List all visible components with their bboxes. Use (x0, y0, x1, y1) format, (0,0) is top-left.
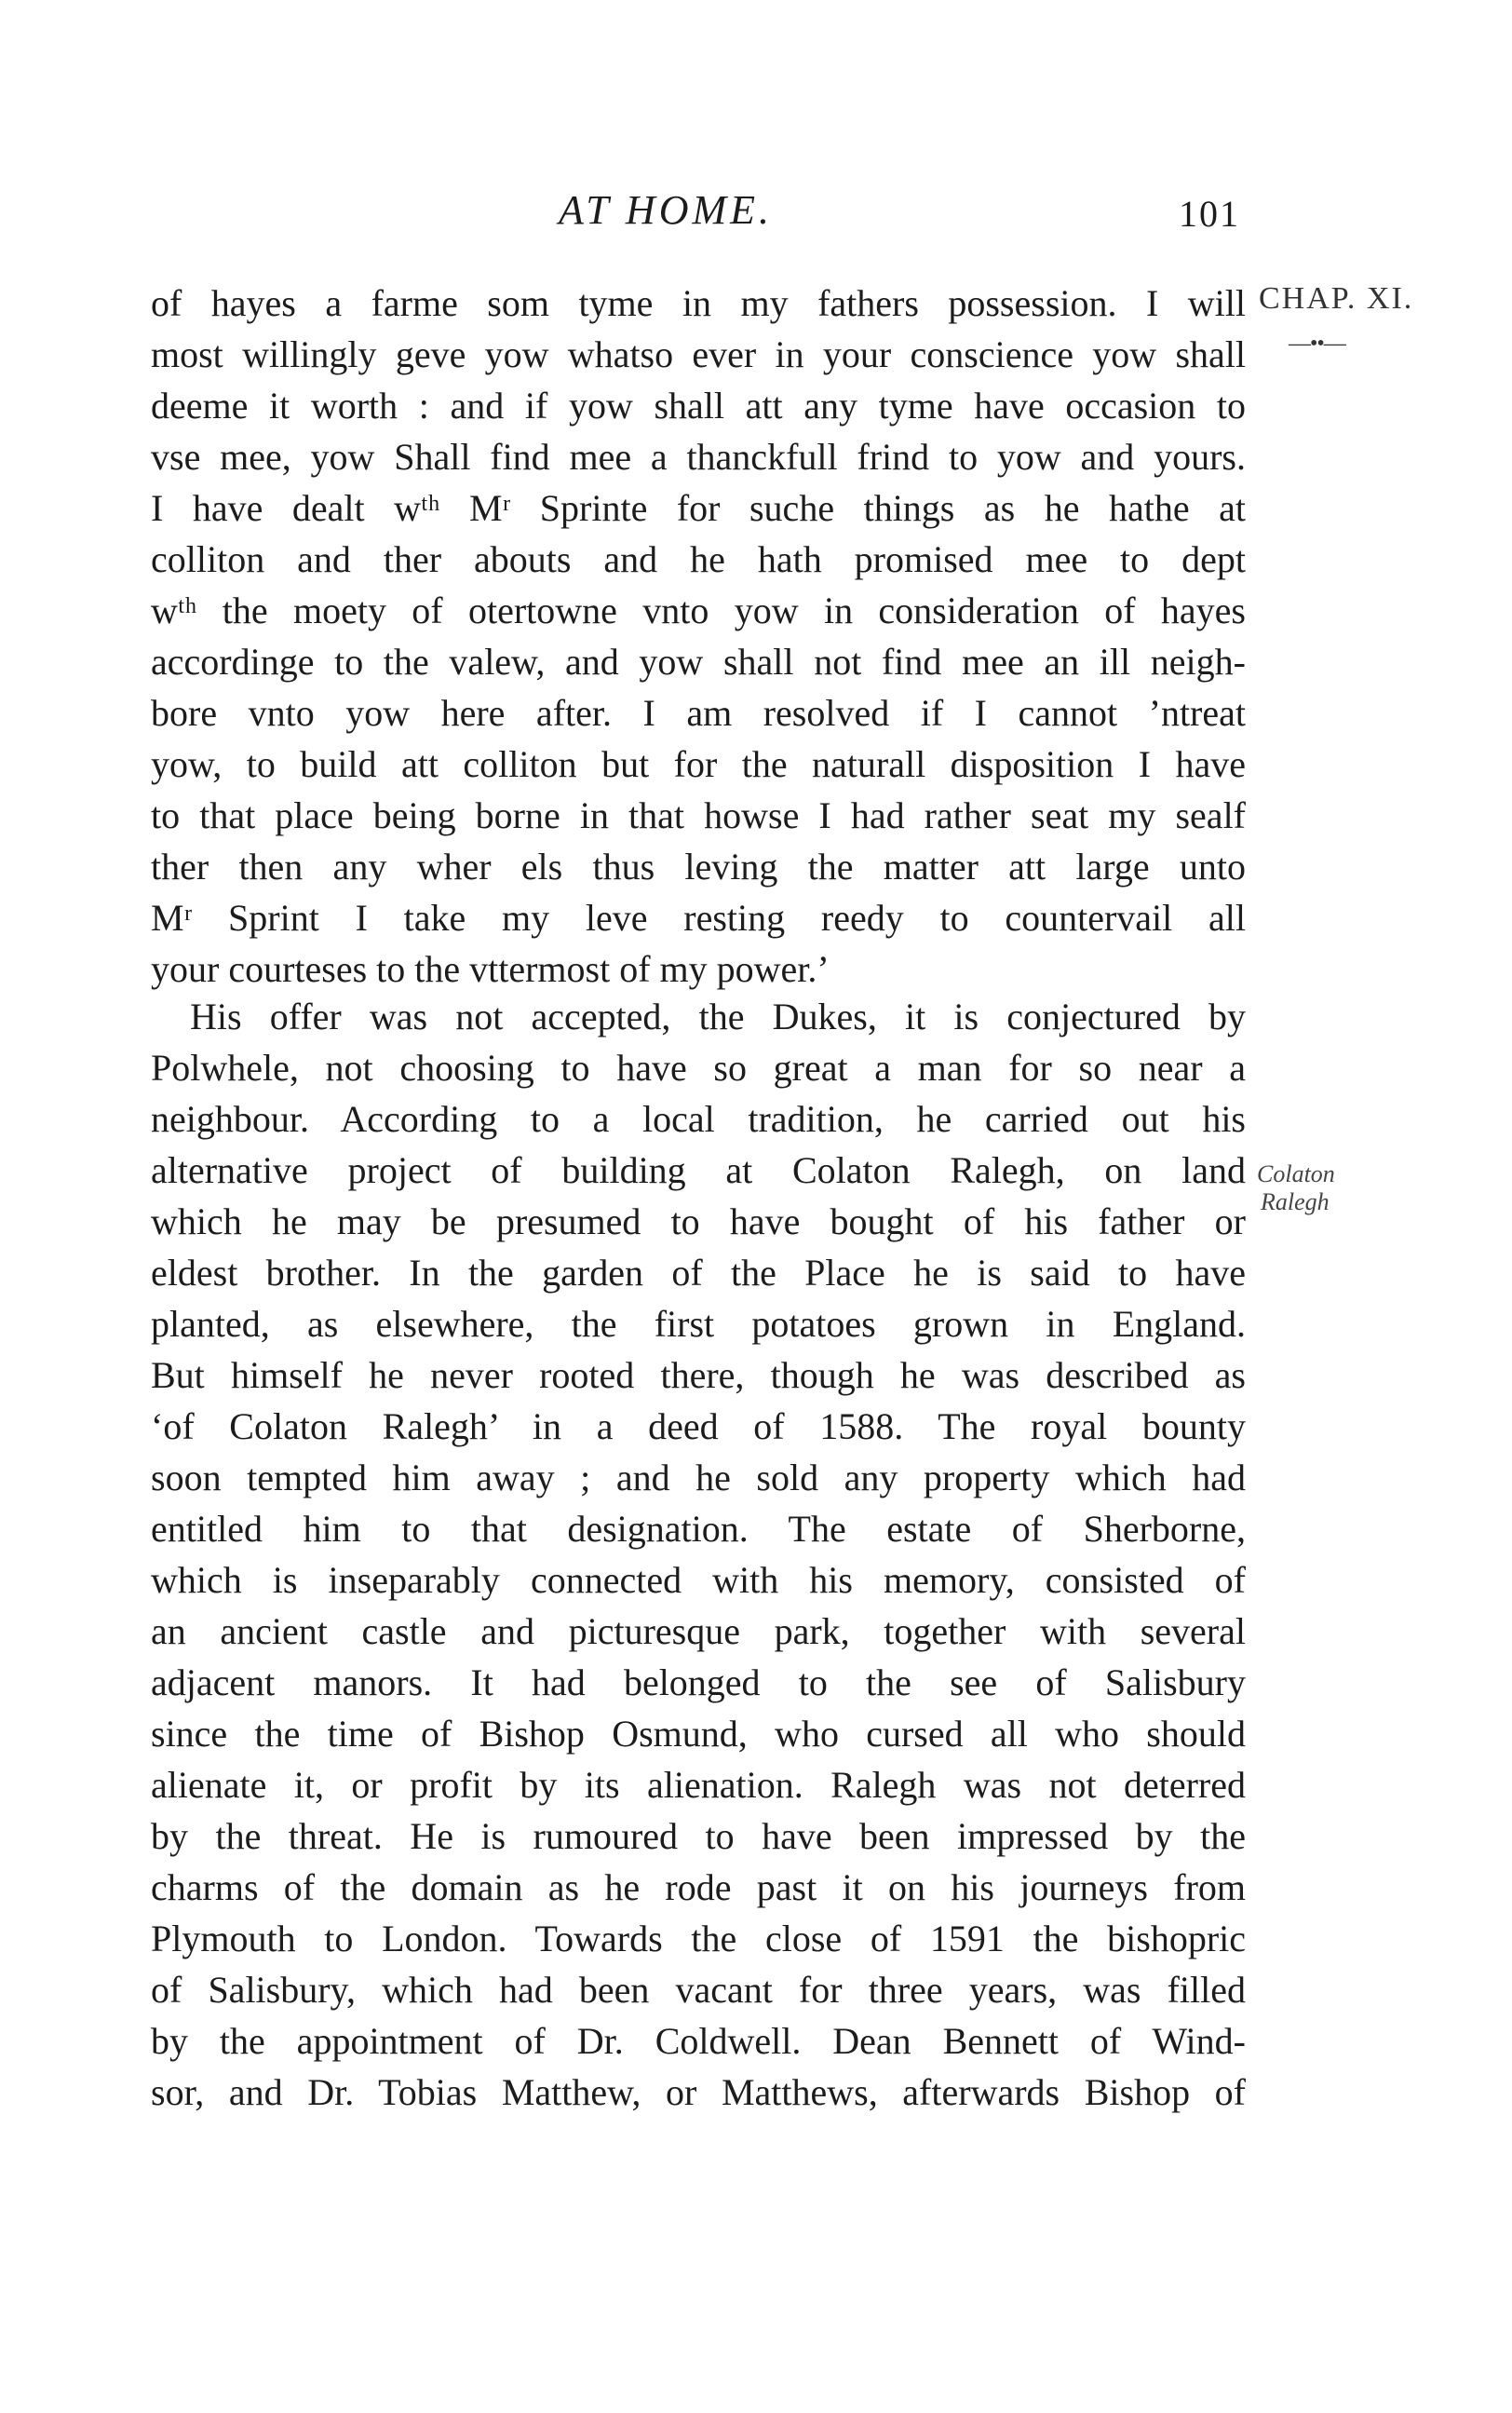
text-line: accordinge to the valew, and yow shall not find mee an ill neigh- (151, 641, 1246, 683)
text-line: of Salisbury, which had been vacant for three years, was filled (151, 1969, 1246, 2011)
text-line: His offer was not accepted, the Dukes, it is conjectured by (190, 996, 1246, 1037)
text-line: alternative project of building at Colaton Ralegh, on land (151, 1149, 1246, 1191)
text-line: vse mee, yow Shall find mee a thanckfull frind to yow and yours. (151, 436, 1246, 478)
text-line: ther then any wher els thus leving the matter att large unto (151, 846, 1246, 888)
text-line: Mʳ Sprint I take my leve resting reedy to countervail all (151, 897, 1246, 939)
text-line: by the threat. He is rumoured to have been impressed by the (151, 1815, 1246, 1857)
text-line: ‘of Colaton Ralegh’ in a deed of 1588. The royal bounty (151, 1405, 1246, 1447)
text-line: planted, as elsewhere, the first potatoes grown in England. (151, 1303, 1246, 1345)
text-line: colliton and ther abouts and he hath promised mee to dept (151, 538, 1246, 580)
text-line: which is inseparably connected with his memory, consisted of (151, 1559, 1246, 1601)
text-line: sor, and Dr. Tobias Matthew, or Matthews, afterwards Bishop of (151, 2071, 1246, 2113)
text-line: soon tempted him away ; and he sold any property which had (151, 1457, 1246, 1498)
text-line: Plymouth to London. Towards the close of 1591 the bishopric (151, 1918, 1246, 1959)
sidenote-line: Ralegh (1261, 1188, 1330, 1215)
text-line: alienate it, or profit by its alienation. Ralegh was not deterred (151, 1764, 1246, 1806)
text-line: your courteses to the vttermost of my power.’ (151, 948, 830, 990)
margin-chapter-label: CHAP. XI. (1259, 281, 1414, 316)
text-line: yow, to build att colliton but for the naturall disposition I have (151, 743, 1246, 785)
text-line: by the appointment of Dr. Coldwell. Dean Bennett of Wind- (151, 2020, 1246, 2062)
text-line: to that place being borne in that howse I had rather seat my sealf (151, 794, 1246, 836)
text-line: eldest brother. In the garden of the Place he is said to have (151, 1252, 1246, 1294)
text-line: bore vnto yow here after. I am resolved if I cannot ’ntreat (151, 692, 1246, 734)
text-line: charms of the domain as he rode past it on his journeys from (151, 1866, 1246, 1908)
text-line: I have dealt wᵗʰ Mʳ Sprinte for suche things as he hathe at (151, 487, 1246, 529)
text-line: neighbour. According to a local tradition, he carried out his (151, 1098, 1246, 1140)
text-line: adjacent manors. It had belonged to the see of Salisbury (151, 1661, 1246, 1703)
margin-sidenote (1257, 1160, 1335, 1216)
sidenote-line: Colaton (1257, 1160, 1335, 1187)
page-number: 101 (1179, 193, 1240, 235)
text-line: entitled him to that designation. The estate of Sherborne, (151, 1508, 1246, 1550)
running-title: AT HOME. (559, 187, 773, 233)
text-line: most willingly geve yow whatso ever in your conscience yow shall (151, 333, 1246, 375)
body-paragraph (151, 991, 1246, 2118)
text-line: But himself he never rooted there, though he was described as (151, 1354, 1246, 1396)
text-line: which he may be presumed to have bought of his father or (151, 1200, 1246, 1242)
text-line: Polwhele, not choosing to have so great a man for so near a (151, 1047, 1246, 1089)
text-line: wᵗʰ the moety of otertowne vnto yow in consideration of hayes (151, 590, 1246, 631)
text-line: an ancient castle and picturesque park, together with several (151, 1610, 1246, 1652)
letter-quotation (151, 278, 1246, 995)
text-line: since the time of Bishop Osmund, who cursed all who should (151, 1713, 1246, 1755)
text-line: deeme it worth : and if yow shall att any tyme have occasion to (151, 385, 1246, 427)
text-line: of hayes a farme som tyme in my fathers possession. I will (151, 282, 1246, 324)
margin-ornament: —••— (1289, 332, 1345, 356)
